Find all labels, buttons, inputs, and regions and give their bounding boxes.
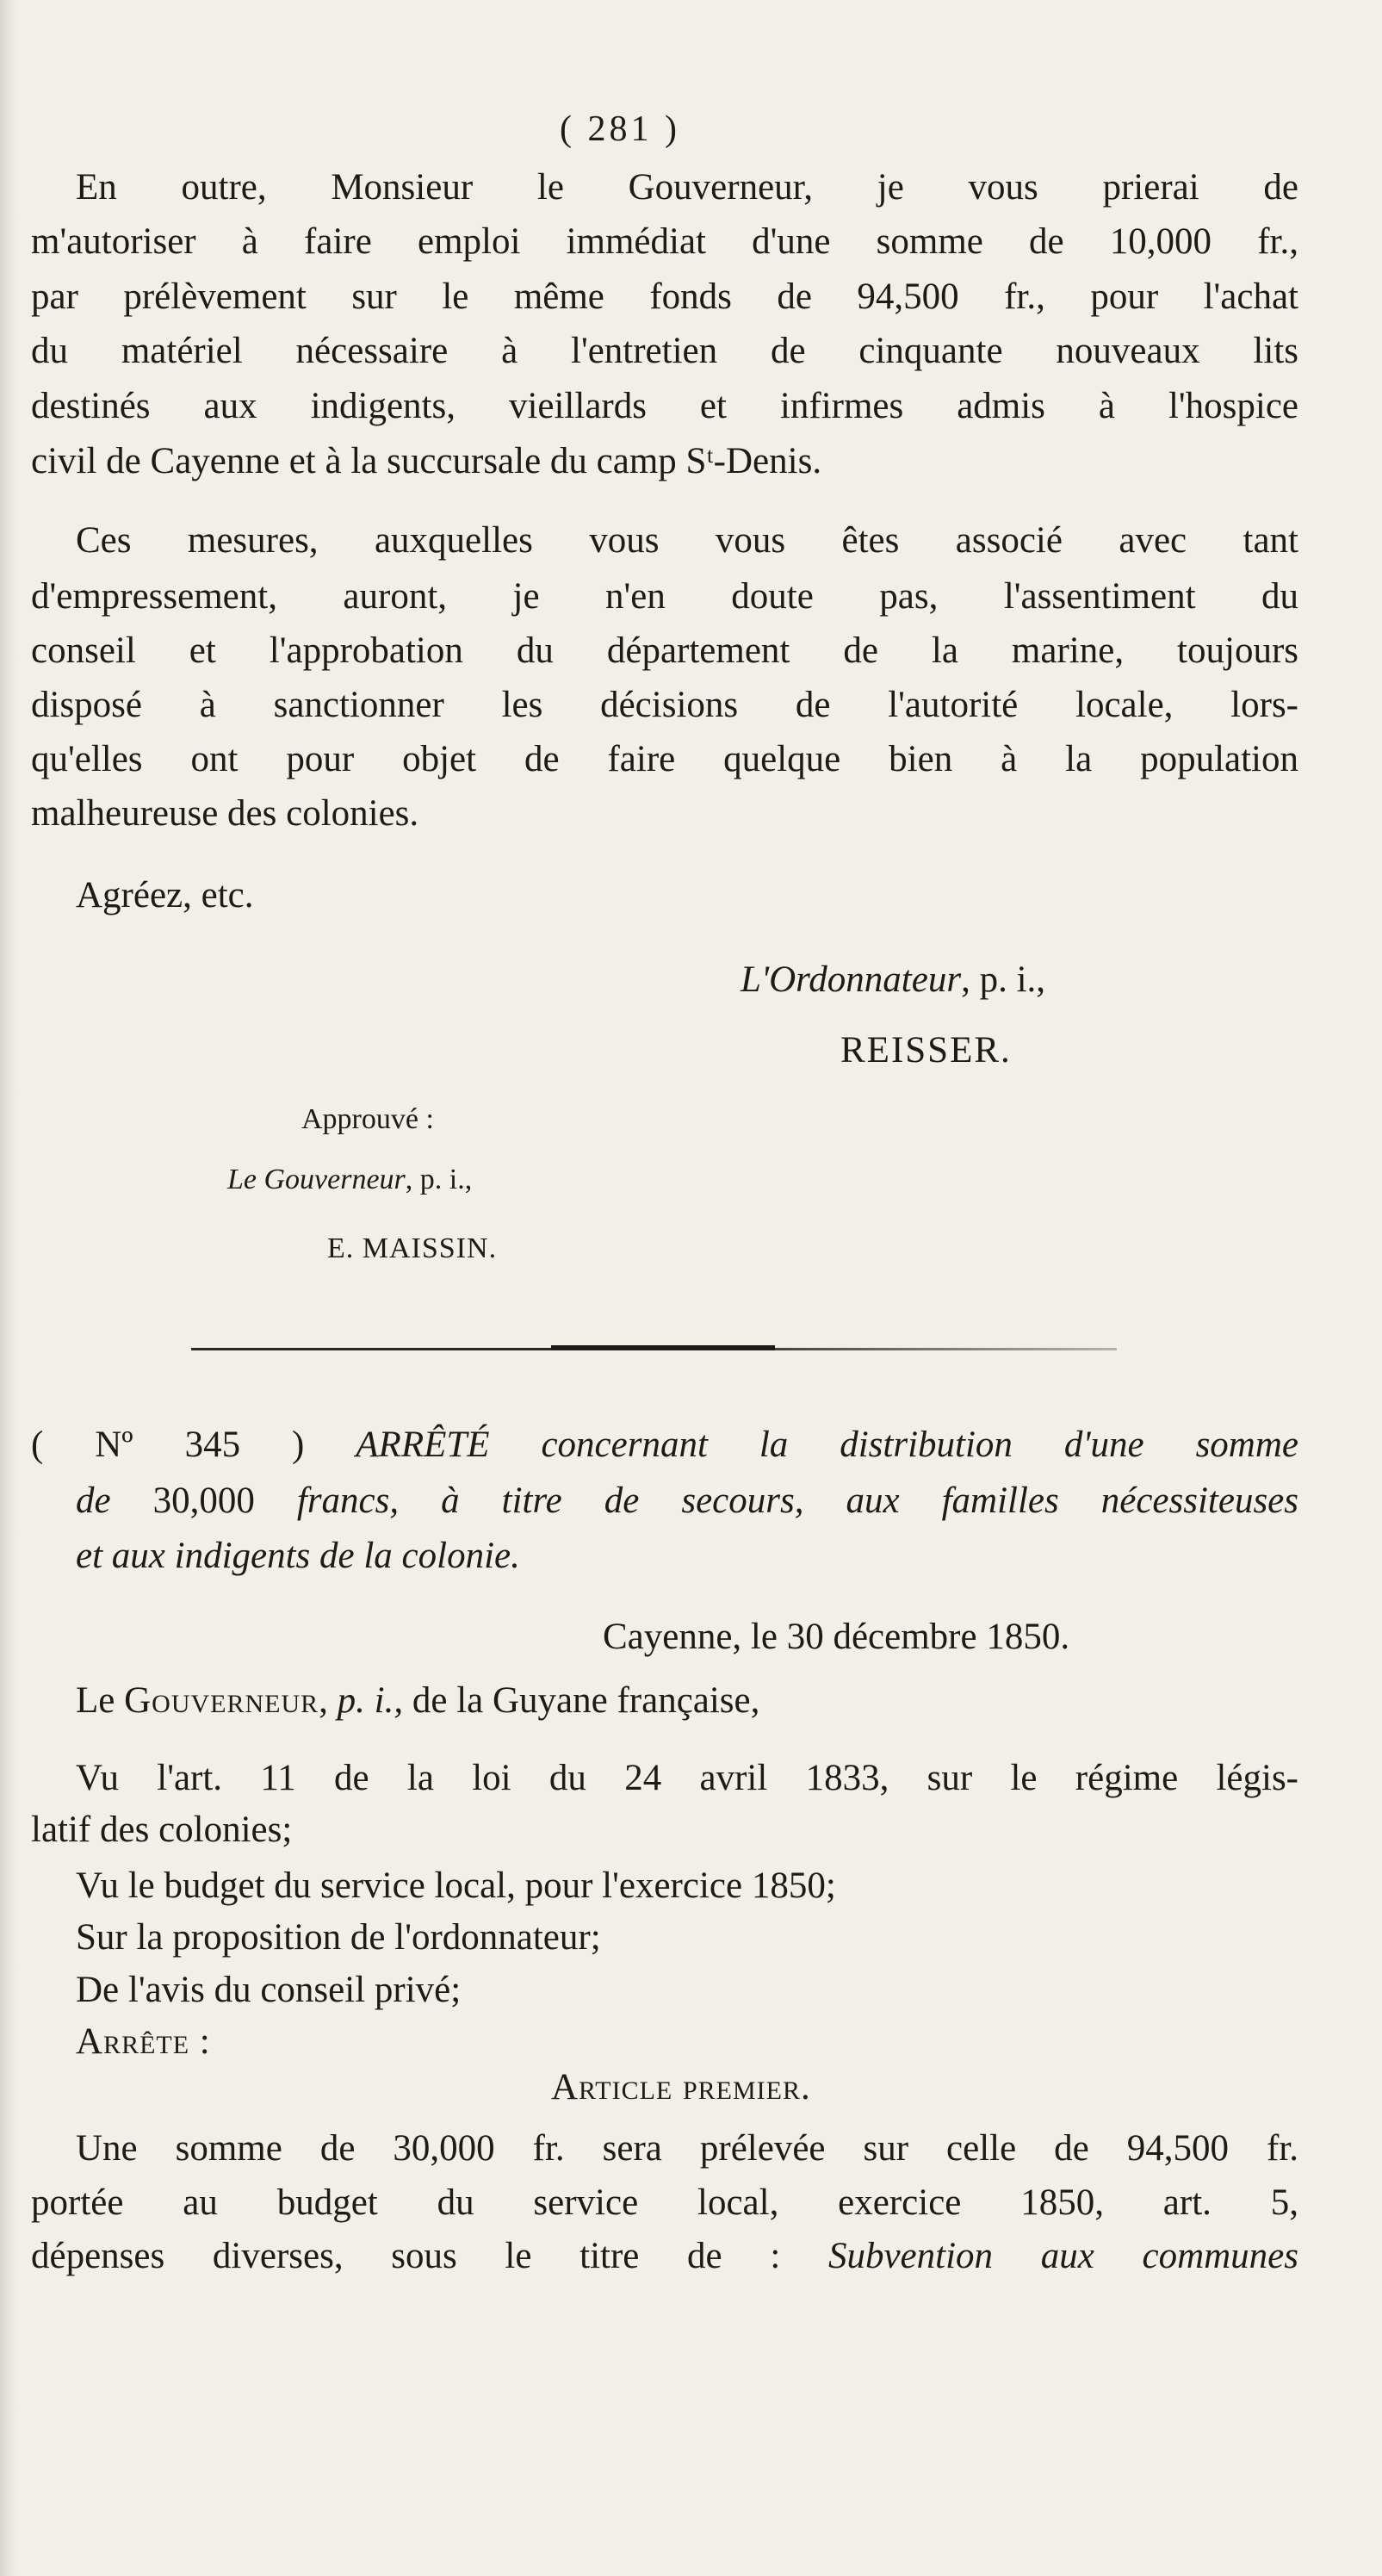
article-line-3-italic: Subvention aux communes xyxy=(827,2236,1299,2276)
intro-pi: p. i., xyxy=(337,1680,404,1721)
sur-proposition: Sur la proposition de l'ordonnateur; xyxy=(76,1917,601,1958)
article-line-3-pre: dépenses diverses, sous le titre de : xyxy=(31,2236,781,2276)
letter-p2-line-5: qu'elles ont pour objet de faire quelque bien à la population xyxy=(31,739,1298,779)
vu1-line-2: latif des colonies; xyxy=(31,1809,293,1850)
letter-p2-line-4: disposé à sanctionner les décisions de l'autorité locale, lors- xyxy=(31,685,1298,725)
letter-p2-line-1: Ces mesures, auxquelles vous vous êtes associé avec tant xyxy=(76,520,1298,561)
vu1-line-1: Vu l'art. 11 de la loi du 24 avril 1833, sur le régime légis- xyxy=(76,1758,1298,1798)
approved-label: Approuvé : xyxy=(301,1103,434,1135)
article-line-2: portée au budget du service local, exercice 1850, art. 5, xyxy=(31,2182,1298,2223)
letter-p1-line-2: m'autoriser à faire emploi immédiat d'une somme de 10,000 fr., xyxy=(31,221,1298,262)
page-number: ( 281 ) xyxy=(560,109,680,149)
arrete-title-line-1 xyxy=(31,1421,1298,1469)
letter-p1-line-3: par prélèvement sur le même fonds de 94,500 fr., pour l'achat xyxy=(31,276,1298,317)
avis-conseil: De l'avis du conseil privé; xyxy=(76,1970,462,2010)
intro-title: Gouverneur xyxy=(124,1680,319,1721)
arrete-title-2-pre: de xyxy=(76,1480,111,1521)
arrete-intro: Le Gouverneur, p. i., de la Guyane française, xyxy=(76,1680,760,1721)
letter-p1-line-1: En outre, Monsieur le Gouverneur, je vous prierai de xyxy=(76,167,1298,208)
arrete-number: ( Nº 345 ) xyxy=(31,1425,305,1465)
letter-p2-line-2: d'empressement, auront, je n'en doute pas, l'assentiment du xyxy=(31,576,1298,617)
ordonnateur-suffix: , p. i., xyxy=(961,959,1046,1000)
article-heading: Article premier. xyxy=(551,2067,811,2107)
arrete-title-2-post: francs, à titre de secours, aux familles nécessiteuses xyxy=(296,1480,1298,1521)
intro-post: de la Guyane française, xyxy=(412,1680,760,1721)
letter-p1-line-5: destinés aux indigents, vieillards et infirmes admis à l'hospice xyxy=(31,386,1298,426)
governor-title: Le Gouverneur xyxy=(227,1164,406,1195)
letter-p2-line-6: malheureuse des colonies. xyxy=(31,793,419,834)
governor-signature xyxy=(227,1156,472,1204)
ordonnateur-signature xyxy=(741,956,1045,1004)
vu2: Vu le budget du service local, pour l'exercice 1850; xyxy=(76,1865,836,1906)
arrete-title-line-3: et aux indigents de la colonie. xyxy=(76,1536,520,1576)
arrete-title-2-amount: 30,000 xyxy=(152,1480,255,1521)
article-line-3 xyxy=(31,2232,1298,2281)
governor-suffix: , p. i., xyxy=(405,1164,473,1195)
arrete-title-1: ARRÊTÉ concernant la distribution d'une somme xyxy=(356,1425,1298,1465)
letter-p1-line-4: du matériel nécessaire à l'entretien de cinquante nouveaux lits xyxy=(31,331,1298,371)
ordonnateur-name: REISSER. xyxy=(840,1030,1012,1071)
governor-name: E. MAISSIN. xyxy=(327,1232,498,1264)
letter-p2-line-3: conseil et l'approbation du département de la marine, toujours xyxy=(31,630,1298,671)
arrete-label: Arrête : xyxy=(76,2021,211,2062)
section-rule-center xyxy=(551,1345,775,1350)
letter-closing: Agréez, etc. xyxy=(76,875,254,916)
article-line-1: Une somme de 30,000 fr. sera prélevée sur celle de 94,500 fr. xyxy=(76,2128,1298,2169)
ordonnateur-title: L'Ordonnateur xyxy=(741,959,962,1000)
page-edge xyxy=(0,0,19,2576)
intro-pre: Le xyxy=(76,1680,115,1721)
arrete-title-line-2 xyxy=(76,1477,1298,1525)
letter-p1-line-6: civil de Cayenne et à la succursale du camp Sᵗ-Denis. xyxy=(31,441,822,481)
place-date: Cayenne, le 30 décembre 1850. xyxy=(603,1617,1070,1657)
